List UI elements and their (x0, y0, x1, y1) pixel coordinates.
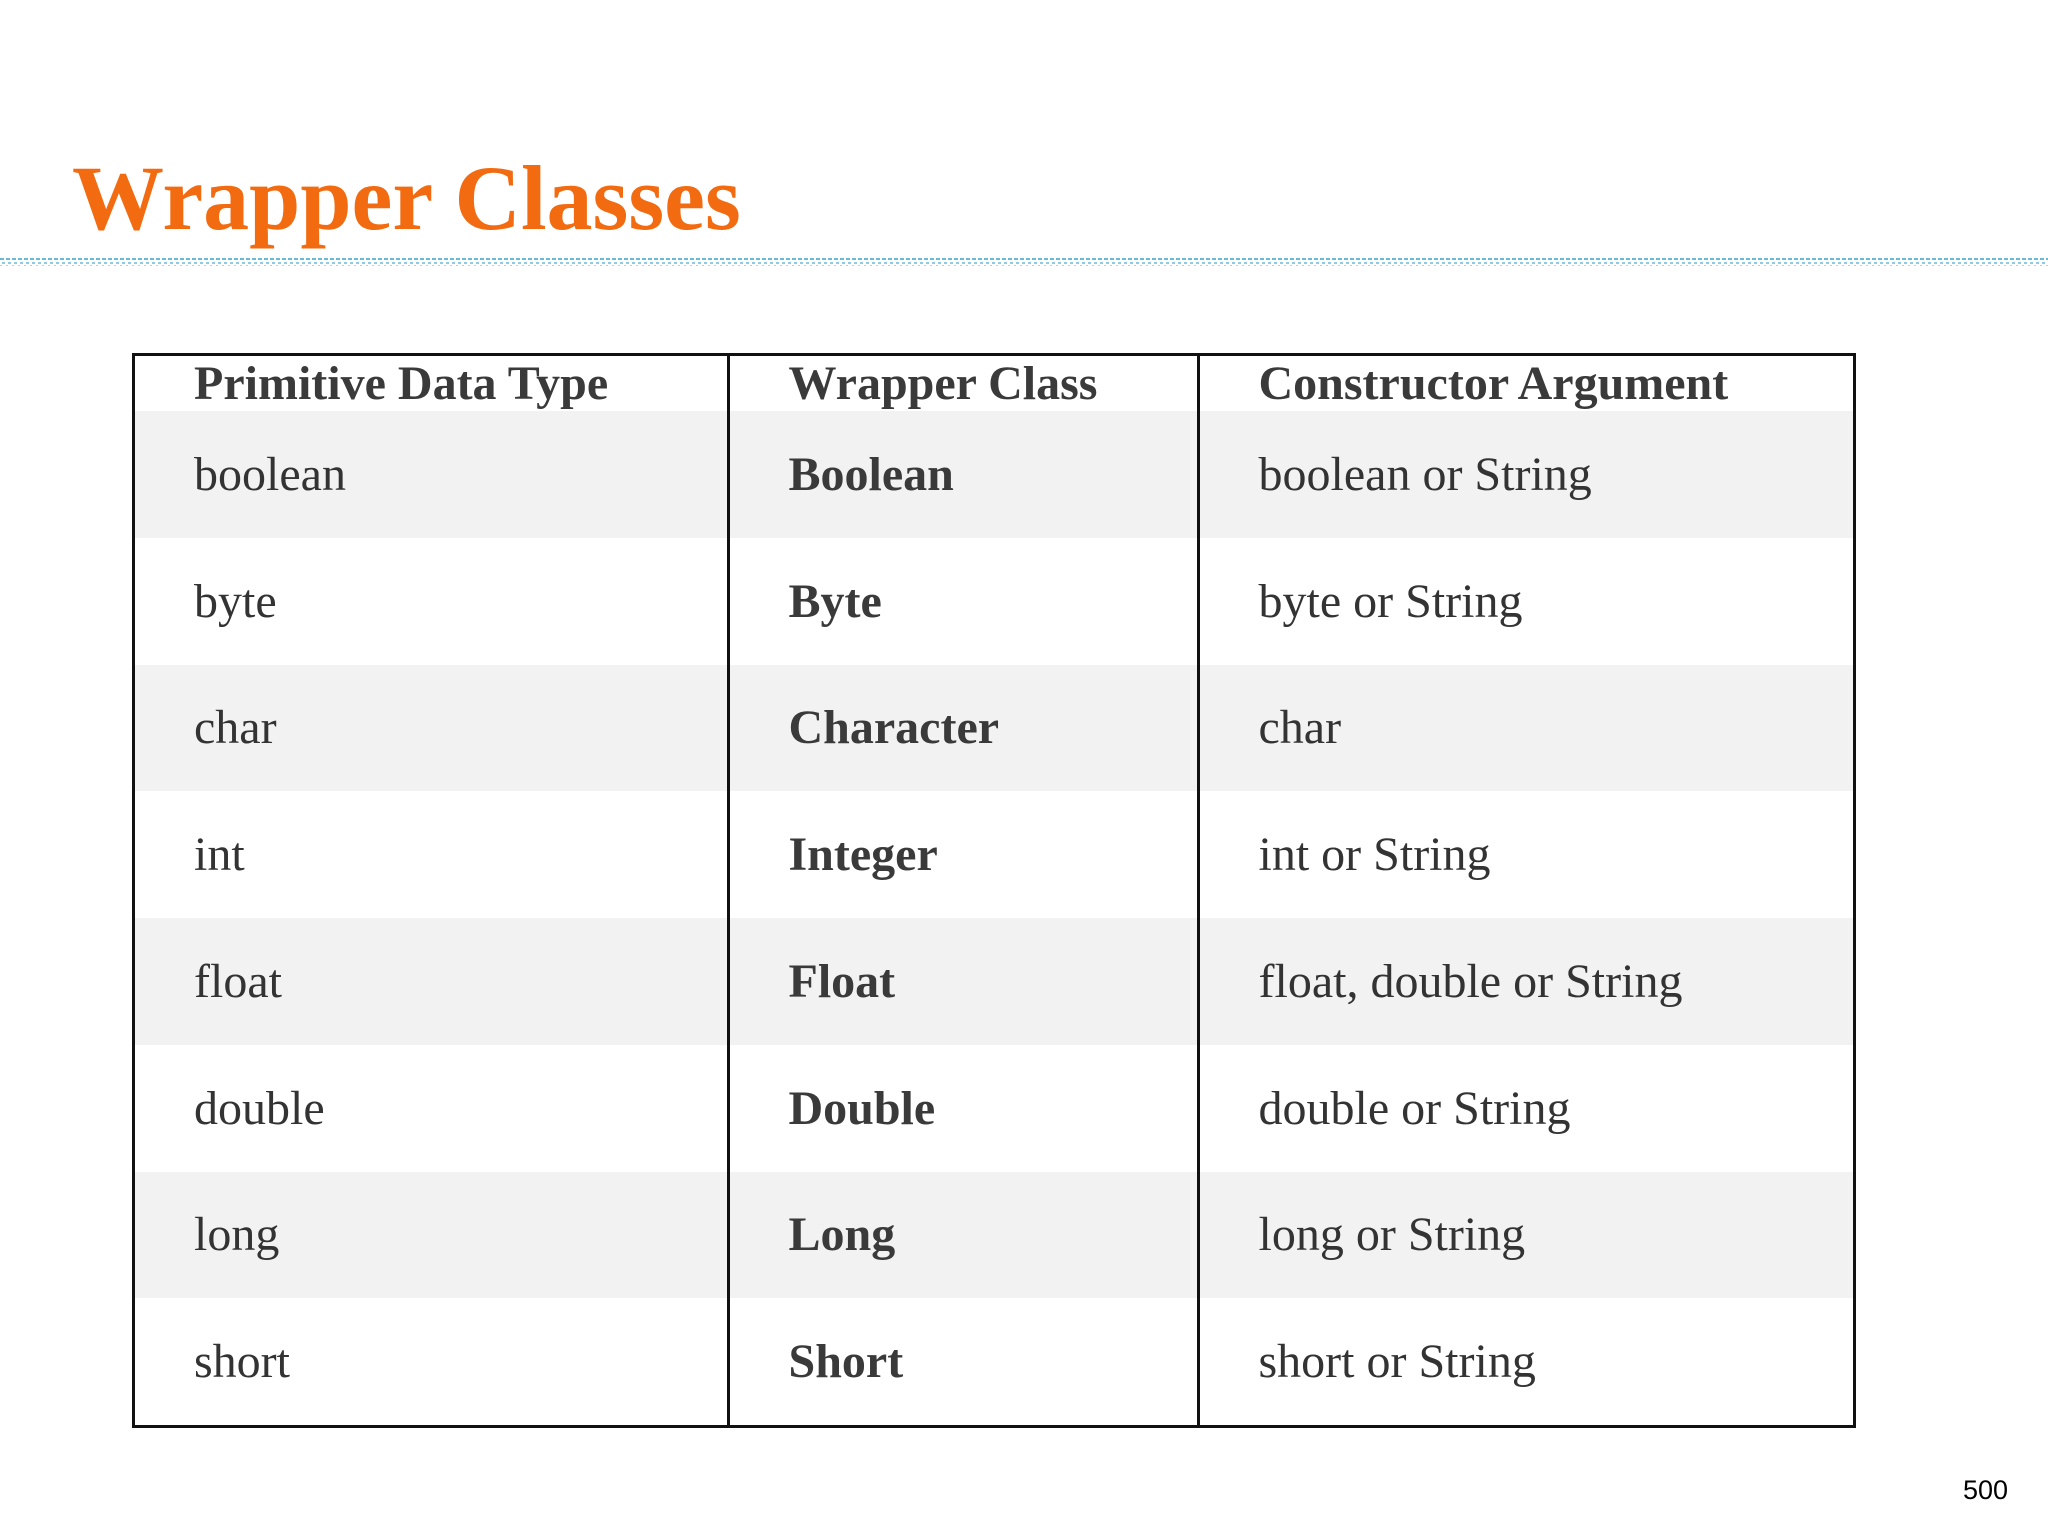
primitive-type-cell: byte (135, 538, 728, 665)
table-row (135, 411, 1853, 538)
constructor-argument-cell: byte or String (1198, 538, 1853, 665)
header-constructor-argument: Constructor Argument (1198, 356, 1853, 411)
header-wrapper-class: Wrapper Class (728, 356, 1198, 411)
wrapper-class-cell: Integer (728, 791, 1198, 918)
slide-title: Wrapper Classes (72, 147, 741, 249)
page-number: 500 (1962, 1475, 2008, 1505)
wrapper-class-cell: Short (728, 1298, 1198, 1425)
wrapper-classes-table (132, 353, 1856, 1428)
constructor-argument-cell: int or String (1198, 791, 1853, 918)
constructor-argument-cell: double or String (1198, 1045, 1853, 1172)
constructor-argument-cell: float, double or String (1198, 918, 1853, 1045)
title-divider (0, 254, 2048, 270)
table-row (135, 918, 1853, 1045)
table-row (135, 538, 1853, 665)
wrapper-class-cell: Double (728, 1045, 1198, 1172)
table-row (135, 1172, 1853, 1299)
wrapper-class-cell: Byte (728, 538, 1198, 665)
wrapper-class-cell: Float (728, 918, 1198, 1045)
primitive-type-cell: long (135, 1172, 728, 1299)
primitive-type-cell: float (135, 918, 728, 1045)
constructor-argument-cell: boolean or String (1198, 411, 1853, 538)
header-primitive-data-type: Primitive Data Type (194, 357, 609, 410)
constructor-argument-cell: char (1198, 665, 1853, 792)
wrapper-class-cell: Boolean (728, 411, 1198, 538)
table-row (135, 1045, 1853, 1172)
primitive-type-cell: double (135, 1045, 728, 1172)
wrapper-class-cell: Character (728, 665, 1198, 792)
constructor-argument-cell: short or String (1198, 1298, 1853, 1425)
primitive-type-cell: boolean (135, 411, 728, 538)
primitive-type-cell: int (135, 791, 728, 918)
table-row (135, 1298, 1853, 1425)
primitive-type-cell: short (135, 1298, 728, 1425)
table-header-row (135, 356, 1853, 411)
table-row (135, 791, 1853, 918)
table-row (135, 665, 1853, 792)
primitive-type-cell: char (135, 665, 728, 792)
wrapper-class-cell: Long (728, 1172, 1198, 1299)
constructor-argument-cell: long or String (1198, 1172, 1853, 1299)
